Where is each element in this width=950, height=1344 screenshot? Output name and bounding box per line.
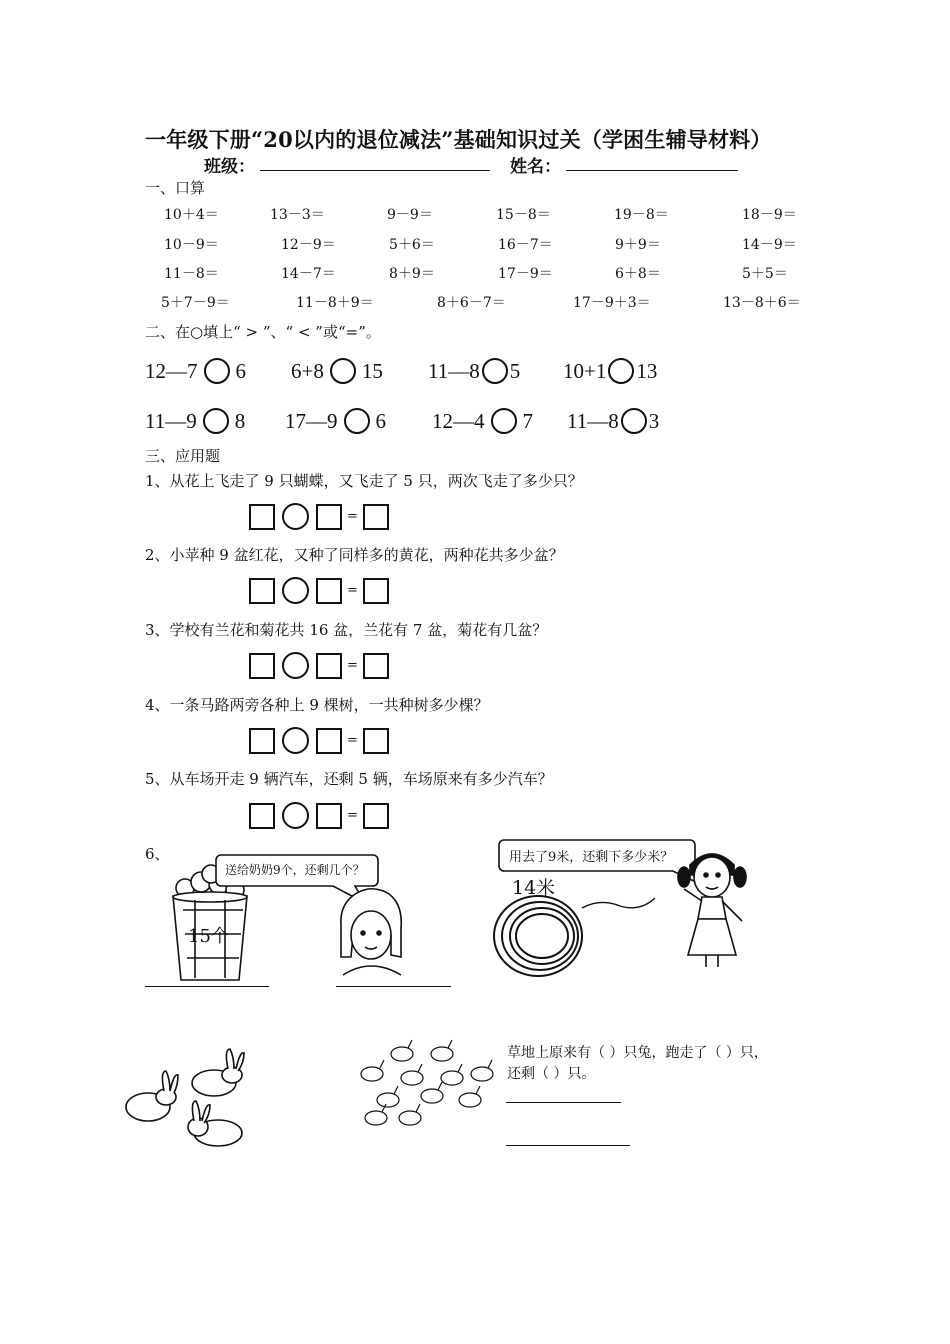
equals-sign: = — [347, 583, 358, 598]
rabbit-group-icon — [122, 1045, 252, 1150]
answer-box[interactable] — [363, 653, 389, 679]
compare-item: 17—9 6 — [285, 408, 386, 433]
operator-circle[interactable] — [282, 652, 309, 679]
answer-line[interactable] — [336, 986, 451, 987]
equals-sign: = — [347, 808, 358, 823]
section1-heading: 一、口算 — [145, 179, 206, 197]
calc-item: 16－7＝ — [498, 237, 553, 253]
question-6-label: 6、 — [145, 845, 170, 863]
basket-label: 15个 — [188, 926, 229, 947]
compare-circle[interactable] — [491, 408, 517, 434]
answer-line[interactable] — [506, 1145, 630, 1146]
answer-box[interactable] — [249, 728, 275, 754]
rope-coil-icon — [490, 888, 690, 983]
calc-item: 17－9＋3＝ — [573, 295, 651, 311]
calc-item: 14－7＝ — [281, 266, 336, 282]
operator-circle[interactable] — [282, 727, 309, 754]
question-2: 2、小苹种 9 盆红花，又种了同样多的黄花，两种花共多少盆？ — [145, 546, 564, 564]
answer-row — [249, 577, 389, 604]
rabbit-question: 草地上原来有（ ）只兔，跑走了（ ）只，还剩（ ）只。 — [507, 1045, 768, 1082]
class-label: 班级： — [204, 157, 255, 177]
calc-item: 8＋6－7＝ — [437, 295, 506, 311]
compare-circle[interactable] — [203, 408, 229, 434]
answer-line[interactable] — [145, 986, 269, 987]
bubble-text-2: 用去了9米，还剩下多少米？ — [509, 850, 674, 865]
calc-item: 19－8＝ — [614, 207, 669, 223]
answer-box[interactable] — [249, 578, 275, 604]
answer-box[interactable] — [249, 653, 275, 679]
girl-icon — [333, 885, 408, 980]
calc-item: 6＋8＝ — [615, 266, 661, 282]
calc-item: 5＋7－9＝ — [161, 295, 230, 311]
compare-item: 10+1 13 — [563, 358, 658, 383]
compare-item: 12—4 7 — [432, 408, 533, 433]
answer-box[interactable] — [316, 504, 342, 530]
question-1: 1、从花上飞走了 9 只蝴蝶，又飞走了 5 只，两次飞走了多少只？ — [145, 472, 583, 490]
answer-line[interactable] — [506, 1102, 621, 1103]
compare-item: 6+8 15 — [291, 358, 383, 383]
answer-box[interactable] — [363, 728, 389, 754]
answer-row — [249, 802, 389, 829]
answer-box[interactable] — [363, 578, 389, 604]
calc-item: 17－9＝ — [498, 266, 553, 282]
answer-row — [249, 652, 389, 679]
compare-circle[interactable] — [204, 358, 230, 384]
name-label: 姓名： — [510, 157, 561, 177]
rope-label: 14米 — [512, 877, 556, 899]
compare-circle[interactable] — [482, 358, 508, 384]
calc-item: 15－8＝ — [496, 207, 551, 223]
answer-row — [249, 503, 389, 530]
answer-box[interactable] — [316, 653, 342, 679]
compare-circle[interactable] — [621, 408, 647, 434]
calc-item: 13－3＝ — [270, 207, 325, 223]
girl-pigtails-icon — [676, 845, 751, 970]
class-blank[interactable] — [260, 170, 490, 171]
answer-box[interactable] — [249, 803, 275, 829]
name-blank[interactable] — [566, 170, 738, 171]
calc-item: 14－9＝ — [742, 237, 797, 253]
question-5: 5、从车场开走 9 辆汽车，还剩 5 辆，车场原来有多少汽车？ — [145, 770, 553, 788]
rabbit-flock-icon — [352, 1038, 497, 1128]
compare-circle[interactable] — [344, 408, 370, 434]
calc-item: 13－8＋6＝ — [723, 295, 801, 311]
answer-box[interactable] — [363, 504, 389, 530]
equals-sign: = — [347, 658, 358, 673]
compare-item: 12—7 6 — [145, 358, 246, 383]
bubble-text-1: 送给奶奶9个，还剩几个？ — [225, 863, 365, 877]
question-3: 3、学校有兰花和菊花共 16 盆，兰花有 7 盆，菊花有几盆？ — [145, 621, 548, 639]
calc-item: 9＋9＝ — [615, 237, 661, 253]
section2-heading: 二、在○填上“ > ”、“ < ”或“=”。 — [145, 323, 381, 341]
equals-sign: = — [347, 509, 358, 524]
calc-item: 5＋6＝ — [389, 237, 435, 253]
operator-circle[interactable] — [282, 503, 309, 530]
compare-item: 11—8 5 — [428, 358, 521, 383]
compare-item: 11—9 8 — [145, 408, 246, 433]
compare-circle[interactable] — [608, 358, 634, 384]
calc-item: 9－9＝ — [387, 207, 433, 223]
compare-circle[interactable] — [330, 358, 356, 384]
answer-box[interactable] — [316, 728, 342, 754]
answer-box[interactable] — [249, 504, 275, 530]
calc-item: 18－9＝ — [742, 207, 797, 223]
answer-row — [249, 727, 389, 754]
section3-heading: 三、应用题 — [145, 447, 221, 465]
calc-item: 8＋9＝ — [389, 266, 435, 282]
calc-item: 10＋4＝ — [164, 207, 219, 223]
answer-box[interactable] — [363, 803, 389, 829]
calc-item: 11－8＋9＝ — [296, 295, 374, 311]
question-4: 4、一条马路两旁各种上 9 棵树，一共种树多少棵？ — [145, 696, 489, 714]
page-title: 一年级下册“20以内的退位减法”基础知识过关（学困生辅导材料） — [145, 127, 772, 152]
equals-sign: = — [347, 733, 358, 748]
calc-item: 11－8＝ — [164, 266, 219, 282]
answer-box[interactable] — [316, 578, 342, 604]
answer-box[interactable] — [316, 803, 342, 829]
calc-item: 12－9＝ — [281, 237, 336, 253]
operator-circle[interactable] — [282, 802, 309, 829]
calc-item: 10－9＝ — [164, 237, 219, 253]
compare-item: 11—8 3 — [567, 408, 660, 433]
calc-item: 5＋5＝ — [742, 266, 788, 282]
operator-circle[interactable] — [282, 577, 309, 604]
